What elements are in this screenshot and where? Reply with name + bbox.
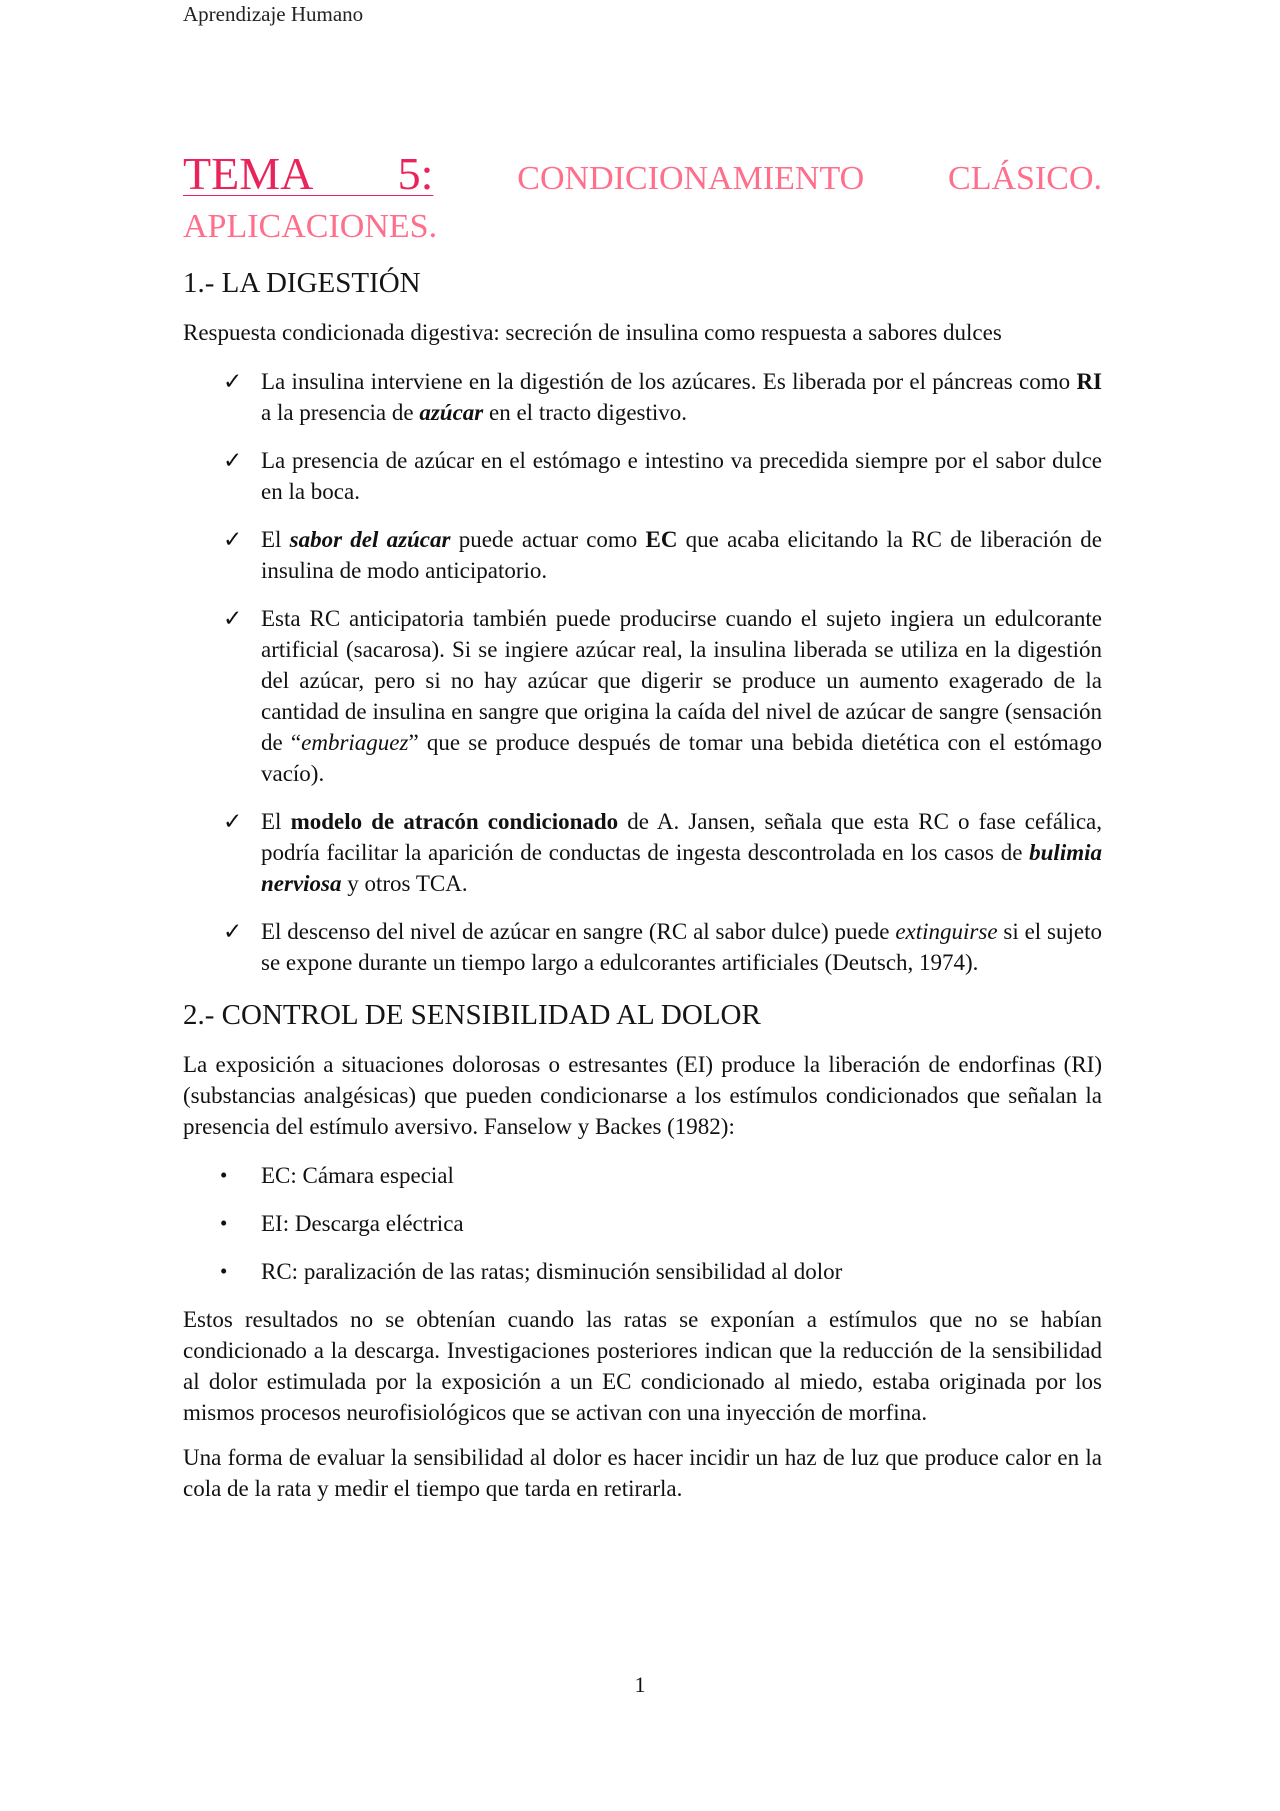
item-text: EI: Descarga eléctrica <box>261 1211 464 1236</box>
checkmark-icon: ✓ <box>223 369 243 394</box>
section-1-checklist <box>183 366 1102 978</box>
page-number: 1 <box>634 1672 646 1697</box>
item-text: en el tracto digestivo. <box>483 400 688 425</box>
item-bold-italic: bulimia nerviosa <box>261 840 1102 896</box>
item-text: EC: Cámara especial <box>261 1163 454 1188</box>
item-text: El <box>261 527 290 552</box>
title-rest: CONDICIONAMIENTO CLÁSICO. APLICACIONES. <box>183 160 1103 245</box>
checkmark-icon: ✓ <box>223 919 243 944</box>
item-text: Esta RC anticipatoria también puede producirse cuando el sujeto ingiera un edulcorante artificial (sacarosa). Si se ingiere azúcar real, la insulina liberada se utiliza en la digestión del azúcar, pero si no hay azúcar que digerir se produce un aumento exagerado de la cantidad de insulina en sangre que origina la caída del nivel de azúcar de sangre (sensación de “ <box>261 606 1102 755</box>
item-bold-italic: azúcar <box>419 400 484 425</box>
running-header: Aprendizaje Humano <box>183 2 364 26</box>
item-text: y otros TCA. <box>341 871 468 896</box>
item-text: El <box>261 809 291 834</box>
item-bold-italic: sabor del azúcar <box>289 527 451 552</box>
item-text: La presencia de azúcar en el estómago e intestino va precedida siempre por el sabor dulce en la boca. <box>261 448 1102 504</box>
section-1-heading: 1.- LA DIGESTIÓN <box>183 267 421 299</box>
list-item <box>183 524 1102 586</box>
page-content <box>183 150 1102 1504</box>
item-bold: EC <box>645 527 678 552</box>
item-text: La insulina interviene en la digestión de los azúcares. Es liberada por el páncreas como <box>261 369 1077 394</box>
bullet-icon: • <box>220 1163 228 1187</box>
list-item <box>183 366 1102 428</box>
list-item <box>183 1208 1102 1239</box>
item-bold: RI <box>1076 369 1102 394</box>
checkmark-icon: ✓ <box>223 606 243 631</box>
title-lead: TEMA 5: <box>183 148 434 199</box>
section-2-intro: La exposición a situaciones dolorosas o estresantes (EI) produce la liberación de endorfinas (RI) (substancias analgésicas) que pueden condicionarse a los estímulos condicionados que señalan la presencia del estímulo aversivo. Fanselow y Backes (1982): <box>183 1052 1102 1139</box>
page-title <box>183 150 1102 251</box>
item-italic: embriaguez <box>301 730 409 755</box>
section-2-paragraph-2: Estos resultados no se obtenían cuando las ratas se exponían a estímulos que no se habían condicionado a la descarga. Investigaciones posteriores indican que la reducción de la sensibilidad al dolor estimulada por la exposición a un EC condicionado al miedo, estaba originada por los mismos procesos neurofisiológicos que se activan con una inyección de morfina. <box>183 1307 1102 1425</box>
checkmark-icon: ✓ <box>223 809 243 834</box>
list-item <box>183 916 1102 978</box>
section-2-bullet-list <box>183 1160 1102 1287</box>
item-italic: extinguirse <box>895 919 998 944</box>
list-item <box>183 603 1102 789</box>
item-text: El descenso del nivel de azúcar en sangre (RC al sabor dulce) puede <box>261 919 896 944</box>
bullet-icon: • <box>220 1259 228 1283</box>
list-item <box>183 445 1102 507</box>
list-item <box>183 806 1102 899</box>
item-text: puede actuar como <box>450 527 646 552</box>
checkmark-icon: ✓ <box>223 527 243 552</box>
item-text: RC: paralización de las ratas; disminución sensibilidad al dolor <box>261 1259 843 1284</box>
item-text: a la presencia de <box>261 400 420 425</box>
section-2-heading: 2.- CONTROL DE SENSIBILIDAD AL DOLOR <box>183 999 761 1031</box>
item-text: de A. Jansen, señala que esta RC o fase cefálica, podría facilitar la aparición de conductas de ingesta descontrolada en los casos de <box>261 809 1102 865</box>
checkmark-icon: ✓ <box>223 448 243 473</box>
section-2-paragraph-3: Una forma de evaluar la sensibilidad al dolor es hacer incidir un haz de luz que produce calor en la cola de la rata y medir el tiempo que tarda en retirarla. <box>183 1445 1102 1501</box>
item-bold: modelo de atracón condicionado <box>290 809 619 834</box>
bullet-icon: • <box>220 1211 228 1235</box>
list-item <box>183 1256 1102 1287</box>
section-1-intro: Respuesta condicionada digestiva: secreción de insulina como respuesta a sabores dulces <box>183 320 1002 345</box>
item-text: que acaba elicitando la RC de liberación de insulina de modo anticipatorio. <box>261 527 1102 583</box>
item-text: ” que se produce después de tomar una bebida dietética con el estómago vacío). <box>261 730 1102 786</box>
item-text: si el sujeto se expone durante un tiempo largo a edulcorantes artificiales (Deutsch, 1974). <box>261 919 1102 975</box>
list-item <box>183 1160 1102 1191</box>
